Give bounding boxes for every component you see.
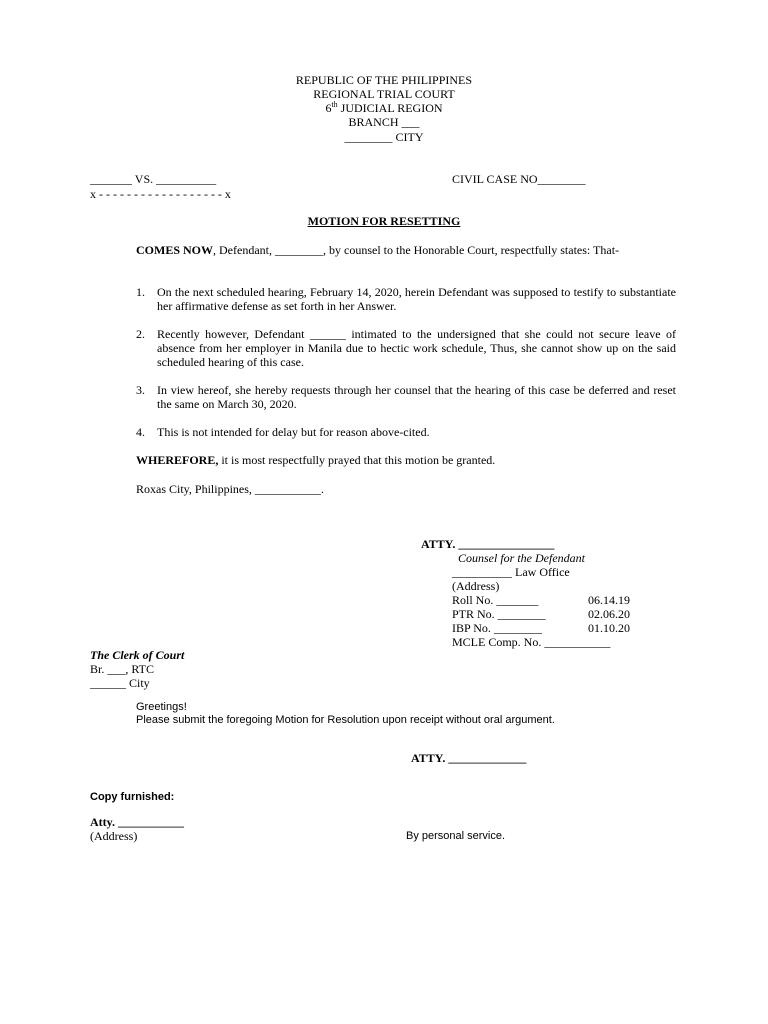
case-parties: _______ VS. __________ <box>90 172 217 186</box>
header-city: ________ CITY <box>344 130 424 144</box>
notice-body: Please submit the foregoing Motion for Resolution upon receipt without oral argument. <box>136 714 555 726</box>
notice-greeting: Greetings! <box>136 701 187 713</box>
item-text: This is not intended for delay but for reason above-cited. <box>157 425 430 439</box>
notice-signature-line: ATTY. _____________ <box>411 751 527 765</box>
header-court: REGIONAL TRIAL COURT <box>313 87 455 101</box>
place-and-date: Roxas City, Philippines, ___________. <box>136 482 324 496</box>
notice-city: ______ City <box>90 676 150 690</box>
item-text: In view hereof, she hereby requests through her counsel that the hearing of this case be deferred and reset the same on March 30, 2020. <box>157 383 676 411</box>
prayer-paragraph: WHEREFORE, it is most respectfully prayed that this motion be granted. <box>136 453 496 467</box>
roll-number-label: Roll No. _______ <box>452 593 539 607</box>
copy-furnished-heading: Copy furnished: <box>90 791 175 803</box>
copy-recipient: Atty. ___________ <box>90 815 184 829</box>
mcle-number: MCLE Comp. No. ___________ <box>452 635 611 649</box>
item-text: On the next scheduled hearing, February 14, 2020, herein Defendant was supposed to testify to substantiate her affirmative defense as set forth in her Answer. <box>157 285 676 313</box>
ptr-number-label: PTR No. ________ <box>452 607 546 621</box>
item-text: Recently however, Defendant ______ intimated to the undersigned that she could not secure leave of absence from her employer in Manila due to hectic work schedule, Thus, she cannot show up on the said scheduled hearing of this case. <box>157 327 676 369</box>
header-region: 6th JUDICIAL REGION <box>325 100 443 115</box>
caption-divider: x - - - - - - - - - - - - - - - - - - x <box>90 187 231 201</box>
item-number: 1. <box>136 285 145 299</box>
counsel-address: (Address) <box>452 579 500 593</box>
copy-recipient-address: (Address) <box>90 829 138 843</box>
header-branch: BRANCH ___ <box>348 115 420 129</box>
item-number: 3. <box>136 383 145 397</box>
counsel-signature-line: ATTY. ________________ <box>421 537 555 551</box>
roll-number-value: 06.14.19 <box>588 593 630 607</box>
intro-paragraph: COMES NOW, Defendant, ________, by counsel to the Honorable Court, respectfully states: That- <box>136 243 620 257</box>
civil-case-number: CIVIL CASE NO________ <box>452 172 586 186</box>
counsel-role: Counsel for the Defendant <box>458 551 585 565</box>
item-number: 2. <box>136 327 145 341</box>
item-number: 4. <box>136 425 145 439</box>
clerk-of-court: The Clerk of Court <box>90 648 185 662</box>
law-office: __________ Law Office <box>452 565 570 579</box>
ptr-number-value: 02.06.20 <box>588 607 630 621</box>
service-method: By personal service. <box>406 830 506 842</box>
header-republic: REPUBLIC OF THE PHILIPPINES <box>295 73 473 87</box>
document-title: MOTION FOR RESETTING <box>307 214 461 228</box>
ibp-number-label: IBP No. ________ <box>452 621 542 635</box>
notice-branch: Br. ___, RTC <box>90 662 154 676</box>
ibp-number-value: 01.10.20 <box>588 621 630 635</box>
